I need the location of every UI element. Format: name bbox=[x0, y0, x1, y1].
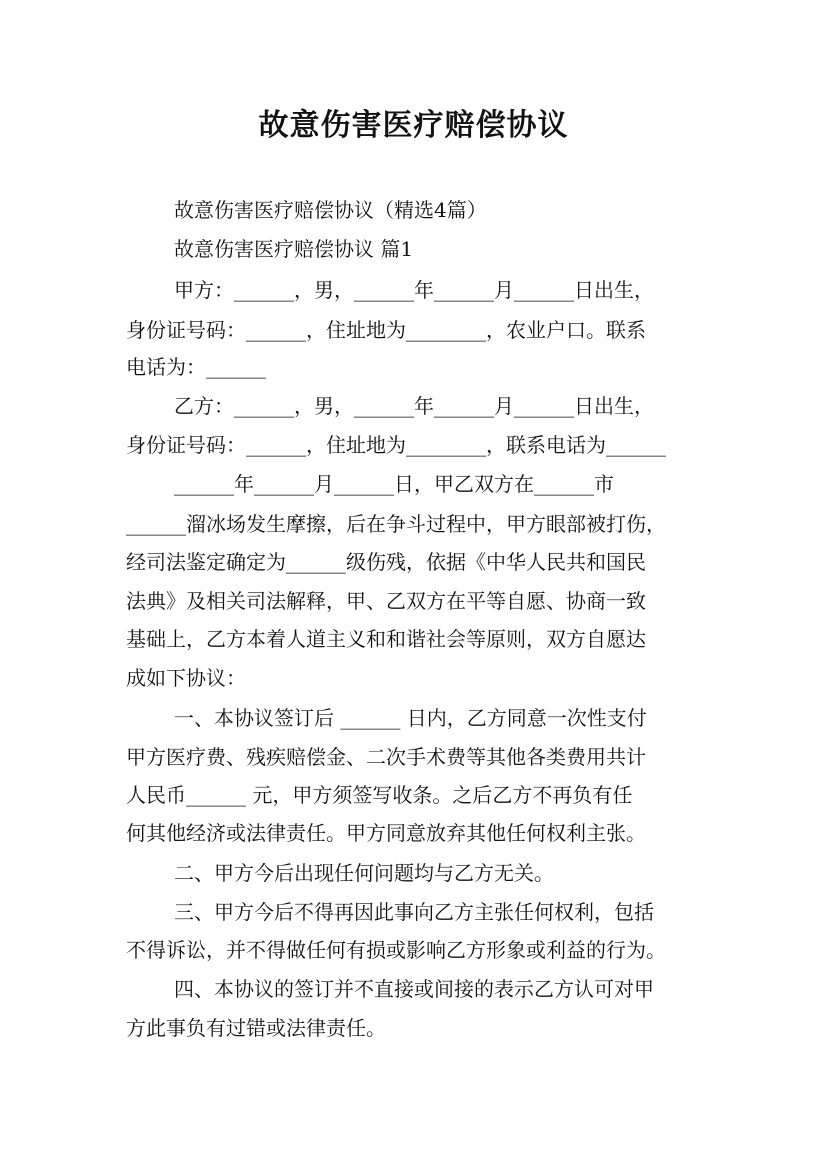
paragraph-line: 一、本协议签订后 ______ 日内，乙方同意一次性支付 bbox=[174, 706, 647, 730]
paragraph-line: 成如下协议： bbox=[126, 666, 246, 690]
paragraph-line: 三、甲方今后不得再因此事向乙方主张任何权利，包括 bbox=[174, 900, 654, 924]
paragraph-line: 何其他经济或法律责任。甲方同意放弃其他任何权利主张。 bbox=[126, 821, 646, 845]
section-heading: 故意伤害医疗赔偿协议 篇1 bbox=[174, 237, 414, 261]
paragraph-line: 人民币______ 元，甲方须签写收条。之后乙方不再负有任 bbox=[126, 783, 633, 807]
paragraph-line: 四、本协议的签订并不直接或间接的表示乙方认可对甲 bbox=[174, 977, 654, 1001]
subtitle-line: 故意伤害医疗赔偿协议（精选4篇） bbox=[174, 198, 487, 222]
paragraph-line: 不得诉讼，并不得做任何有损或影响乙方形象或利益的行为。 bbox=[126, 938, 666, 962]
paragraph-line: ______溜冰场发生摩擦，后在争斗过程中，甲方眼部被打伤， bbox=[126, 512, 666, 536]
paragraph-line: 甲方医疗费、残疾赔偿金、二次手术费等其他各类费用共计 bbox=[126, 745, 646, 769]
paragraph-line: 身份证号码：______，住址地为________，农业户口。联系 bbox=[126, 318, 646, 342]
paragraph-line: 乙方：______，男，______年______月______日出生， bbox=[174, 394, 654, 418]
document-title: 故意伤害医疗赔偿协议 bbox=[258, 108, 569, 143]
paragraph-line: 身份证号码：______，住址地为________，联系电话为______ bbox=[126, 433, 666, 457]
paragraph-line: 基础上，乙方本着人道主义和和谐社会等原则，双方自愿达 bbox=[126, 627, 646, 651]
paragraph-line: 方此事负有过错或法律责任。 bbox=[126, 1016, 386, 1040]
paragraph-line: 甲方：______，男，______年______月______日出生， bbox=[174, 278, 654, 302]
paragraph-line: 二、甲方今后出现任何问题均与乙方无关。 bbox=[174, 861, 554, 885]
paragraph-line: 电话为：______ bbox=[126, 355, 266, 379]
paragraph-line: 法典》及相关司法解释，甲、乙双方在平等自愿、协商一致 bbox=[126, 589, 646, 613]
paragraph-line: 经司法鉴定确定为______级伤残，依据《中华人民共和国民 bbox=[126, 550, 646, 574]
paragraph-line: ______年______月______日，甲乙双方在______市 bbox=[174, 472, 614, 496]
